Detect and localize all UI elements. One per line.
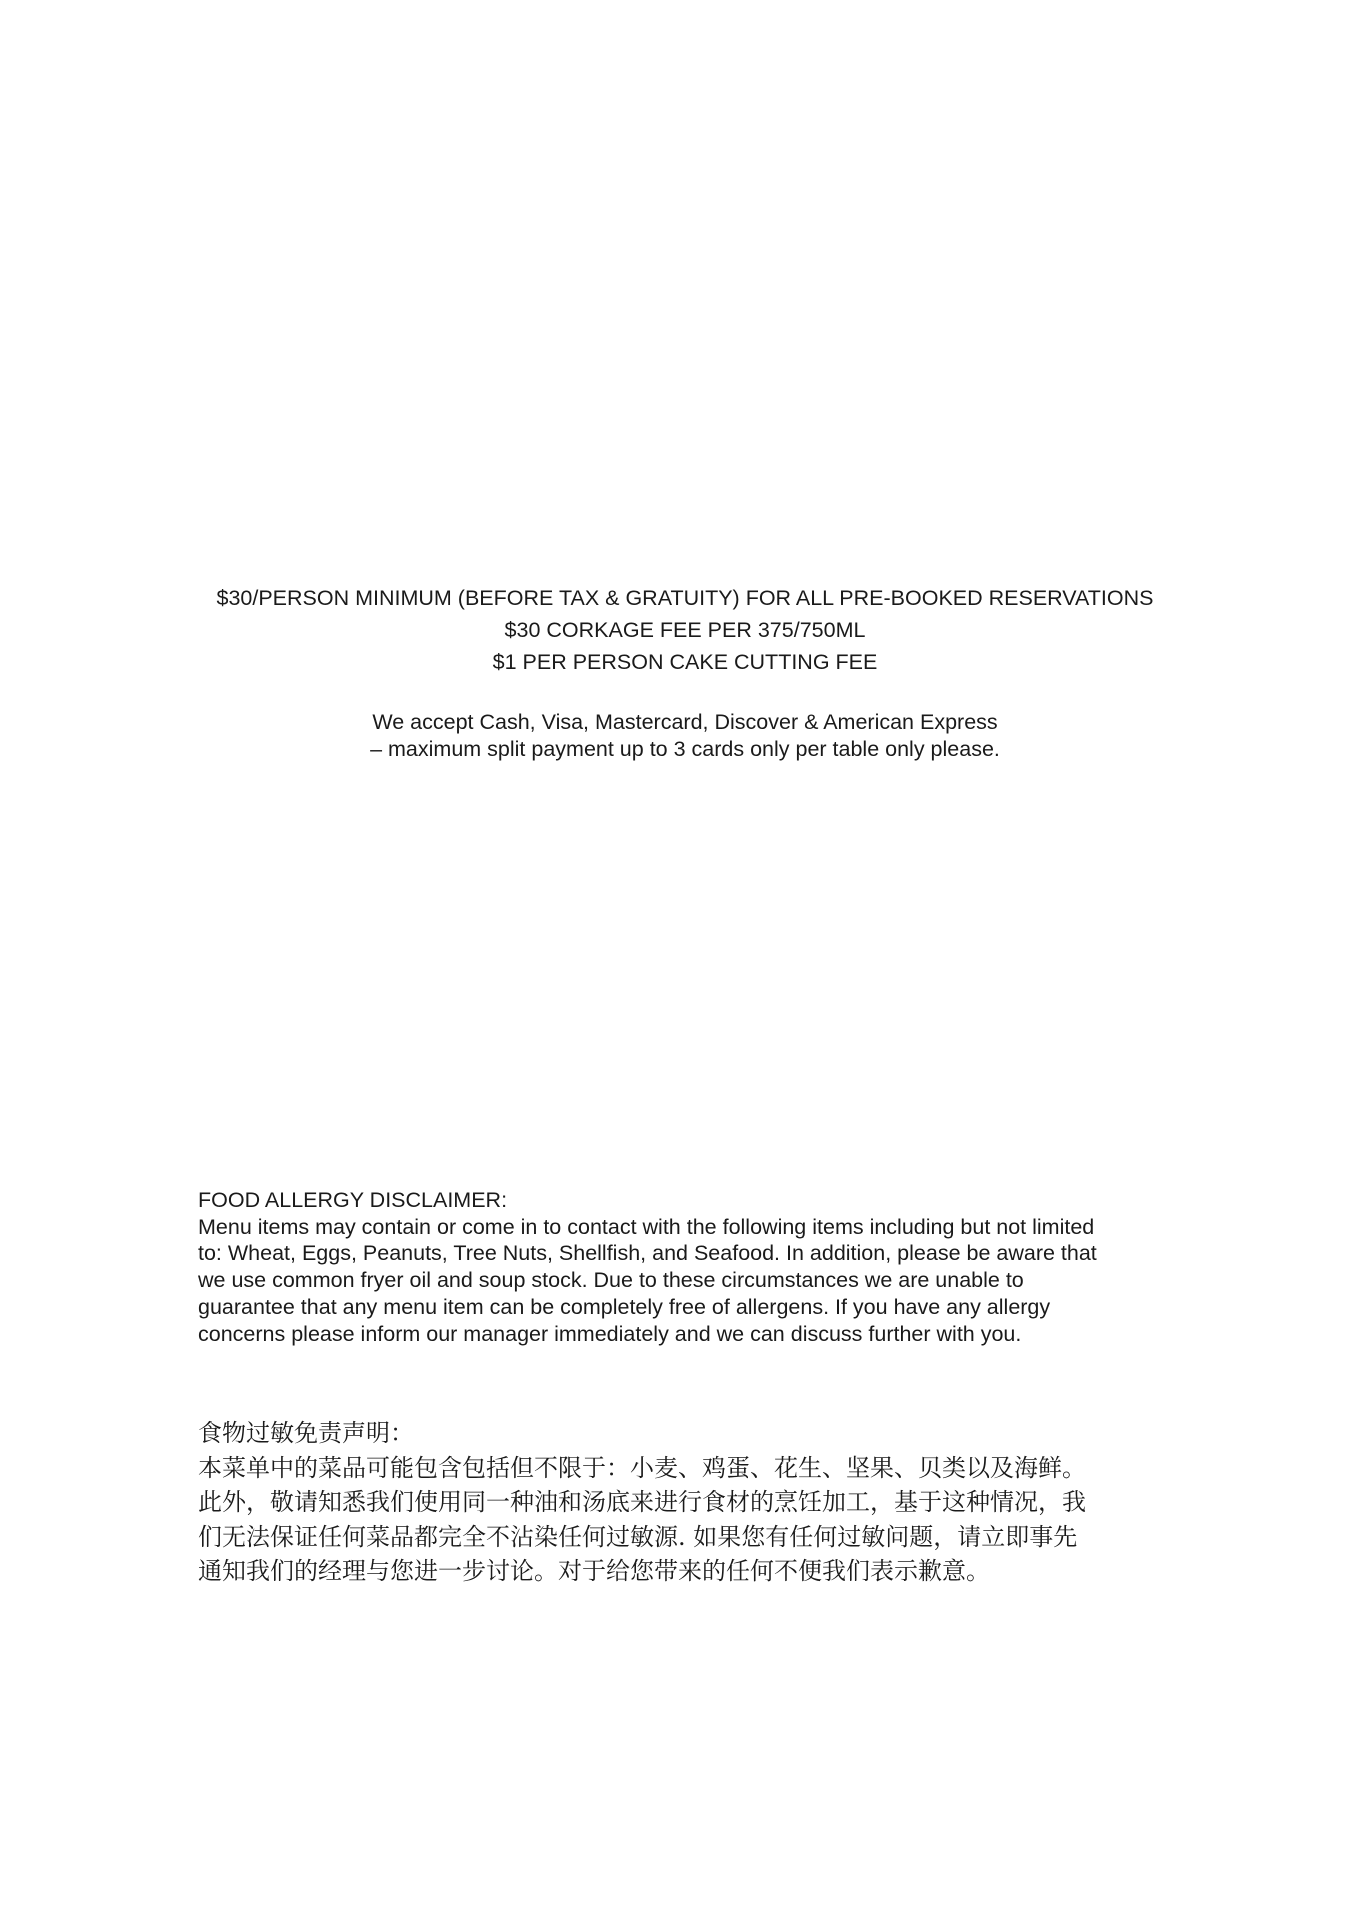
allergy-disclaimer-line: we use common fryer oil and soup stock. Due to these circumstances we are unable to (198, 1268, 1024, 1293)
policy-notices (0, 582, 1352, 678)
cake-cutting-fee-policy: $1 PER PERSON CAKE CUTTING FEE (492, 650, 878, 674)
allergy-disclaimer-line: to: Wheat, Eggs, Peanuts, Tree Nuts, Shellfish, and Seafood. In addition, please be aware that (198, 1241, 1097, 1266)
split-payment-limit: – maximum split payment up to 3 cards only per table only please. (370, 737, 1000, 761)
allergy-disclaimer-title: FOOD ALLERGY DISCLAIMER: (198, 1188, 508, 1212)
corkage-fee-policy: $30 CORKAGE FEE PER 375/750ML (504, 618, 866, 642)
allergy-disclaimer-title-zh: 食物过敏免责声明： (198, 1419, 414, 1447)
payment-notice (0, 709, 1352, 763)
allergy-disclaimer-chinese (198, 1416, 1198, 1589)
accepted-payments: We accept Cash, Visa, Mastercard, Discover & American Express (372, 710, 998, 734)
allergy-disclaimer-line-zh: 此外，敬请知悉我们使用同一种油和汤底来进行食材的烹饪加工，基于这种情况，我 (198, 1488, 1086, 1516)
allergy-disclaimer-line: guarantee that any menu item can be completely free of allergens. If you have any allergy (198, 1294, 1051, 1319)
allergy-disclaimer-line-zh: 们无法保证任何菜品都完全不沾染任何过敏源. 如果您有任何过敏问题，请立即事先 (198, 1522, 1078, 1551)
minimum-spend-policy: $30/PERSON MINIMUM (BEFORE TAX & GRATUITY) FOR ALL PRE-BOOKED RESERVATIONS (216, 586, 1154, 610)
allergy-disclaimer-english (198, 1187, 1198, 1347)
allergy-disclaimer-line-zh: 本菜单中的菜品可能包含包括但不限于：小麦、鸡蛋、花生、坚果、贝类以及海鲜。 (198, 1453, 1086, 1482)
allergy-disclaimer-line: concerns please inform our manager immediately and we can discuss further with you. (198, 1321, 1022, 1346)
allergy-disclaimer-line-zh: 通知我们的经理与您进一步讨论。对于给您带来的任何不便我们表示歉意。 (198, 1557, 990, 1585)
allergy-disclaimer-line: Menu items may contain or come in to contact with the following items including but not limited (198, 1214, 1095, 1239)
